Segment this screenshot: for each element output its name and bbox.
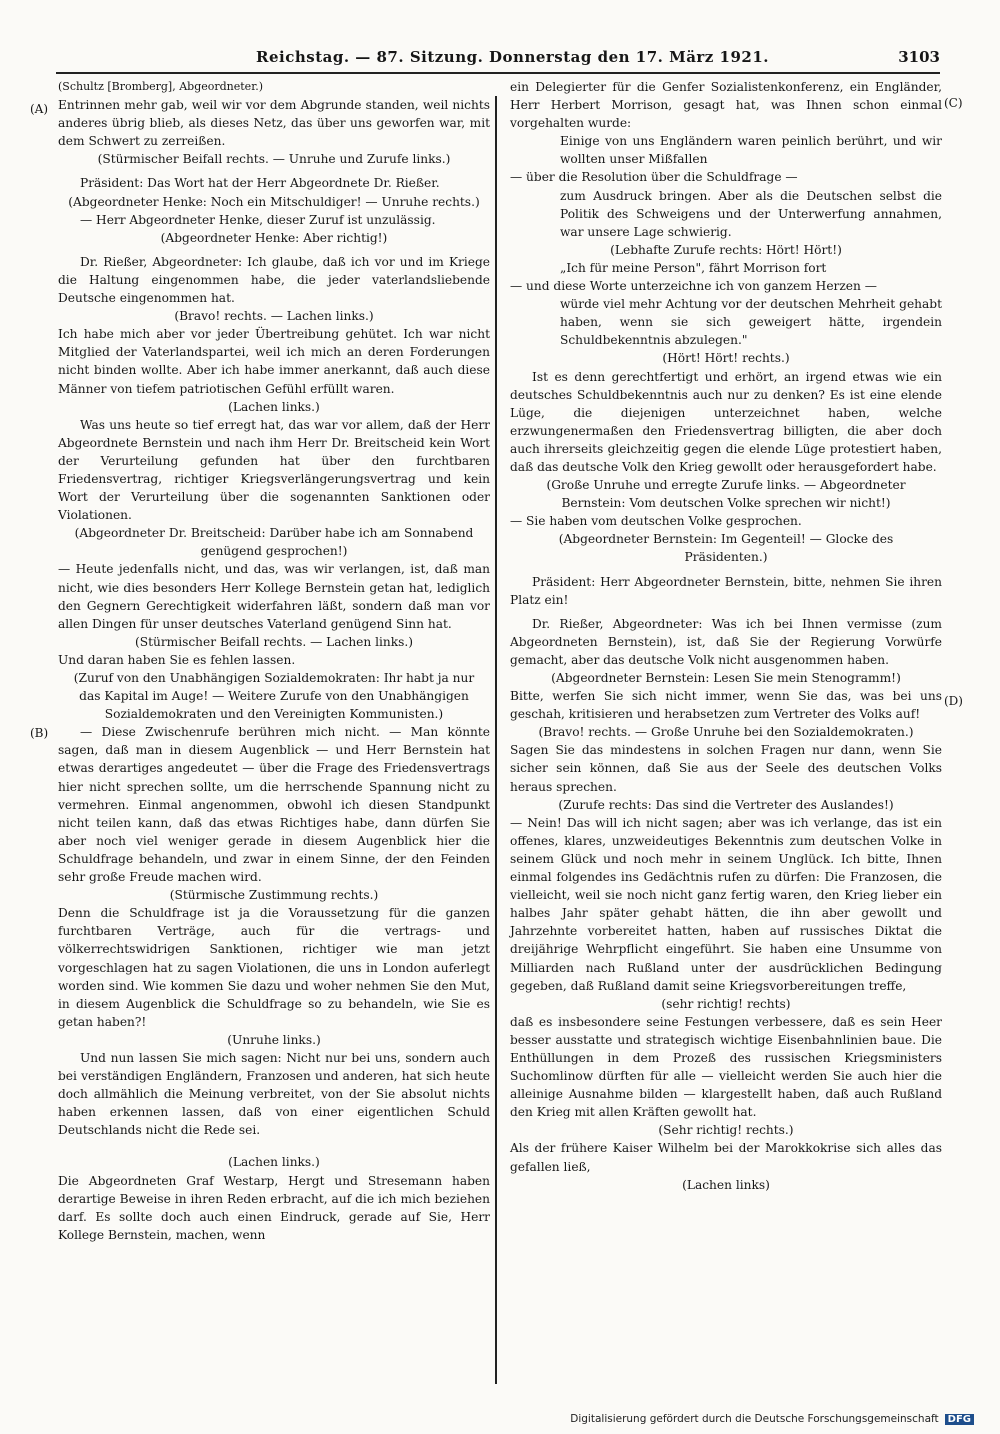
running-head: Reichstag. — 87. Sitzung. Donnerstag den 17. März 1921. bbox=[256, 48, 770, 66]
paragraph: Denn die Schuldfrage ist ja die Voraussetzung für die ganzen furchtbaren Verträge, auch für die vertrags- und völkerrechtswidrigen Sanktionen, richtiger wie man jetzt vorgeschlagen hat zu sagen Violationen, die uns in London auferlegt worden sind. Wie kommen Sie dazu und woher nehmen Sie den Mut, in diesem Augenblick die Schuldfrage so zu behandeln, wie Sie es getan haben?! bbox=[58, 906, 490, 1029]
paragraph: Ich habe mich aber vor jeder Übertreibung gehütet. Ich war nicht Mitglied der Vaterlandspartei, weil ich mich an deren Forderungen nicht binden wollte. Aber ich habe immer anerkannt, daß auch diese Männer von tiefem patriotischen Gefühl erfüllt waren. bbox=[58, 327, 490, 396]
remark: (Sehr richtig! rechts.) bbox=[658, 1123, 794, 1138]
remark: (Unruhe links.) bbox=[227, 1032, 321, 1047]
quotation: „Ich für meine Person", fährt Morrison fort bbox=[560, 260, 827, 275]
page-header bbox=[56, 44, 940, 70]
quotation: Einige von uns Engländern waren peinlich berührt, und wir wollten unser Mißfallen bbox=[560, 134, 942, 167]
paragraph: — Nein! Das will ich nicht sagen; aber was ich verlange, das ist ein offenes, klares, unzweideutiges Bekenntnis zum deutschen Volke in seinem Glück und noch mehr in seinem Unglück. Ich bitte, Ihnen einmal folgendes ins Gedächtnis rufen zu dürfen: Die Franzosen, die vielleicht, weil sie noch nicht ganz fertig waren, den Krieg lieber ein halbes Jahr später gehabt hätten, die ihn aber gewollt und Jahrzehnte vorbereitet hatten, haben auf russisches Diktat die dreijährige Wehrpflicht eingeführt. Sie haben eine Unsumme von Milliarden nach Rußland unter der ausdrücklichen Bedingung gegeben, daß Rußland damit seine Kriegsvorbereitungen treffe, bbox=[510, 815, 942, 993]
remark: (Abgeordneter Henke: Noch ein Mitschuldiger! — Unruhe rechts.) bbox=[68, 194, 480, 209]
paragraph: — Heute jedenfalls nicht, und das, was wir verlangen, ist, daß man nicht, wie dies besonders Herr Kollege Bernstein getan hat, lediglich den Gegnern Gerechtigkeit widerfahren läßt, sondern daß man vor allen Dingen für unser deutsches Vaterland genügend Sinn hat. bbox=[58, 562, 490, 631]
remark: (Abgeordneter Henke: Aber richtig!) bbox=[160, 230, 388, 245]
header-rule bbox=[56, 72, 940, 74]
left-column bbox=[58, 78, 490, 1244]
quotation: zum Ausdruck bringen. Aber als die Deutschen selbst die Politik des Schweigens und der Unterwerfung annahmen, war unsere Lage schwierig. bbox=[560, 188, 942, 239]
margin-mark-d: (D) bbox=[944, 694, 963, 708]
digitization-credit bbox=[570, 1413, 974, 1425]
paragraph: Entrinnen mehr gab, weil wir vor dem Abgrunde standen, weil nichts anderes übrig blieb, als dieses Netz, das über uns geworfen war, mit dem Schwert zu zerreißen. bbox=[58, 98, 490, 149]
paragraph: — und diese Worte unterzeichne ich von ganzem Herzen — bbox=[510, 279, 877, 294]
remark: (Lachen links) bbox=[682, 1177, 770, 1192]
paragraph: Die Abgeordneten Graf Westarp, Hergt und Stresemann haben derartige Beweise in ihren Reden erbracht, auf die ich mich beziehen darf. Es sollte doch auch einen Eindruck, gerade auf Sie, Herr Kollege Bernstein, machen, wenn bbox=[58, 1173, 490, 1242]
paragraph: Bitte, werfen Sie sich nicht immer, wenn Sie das, was bei uns geschah, kritisieren und herabsetzen zum Vertreter des Volks auf! bbox=[510, 689, 942, 722]
remark: (Zuruf von den Unabhängigen Sozialdemokraten: Ihr habt ja nur das Kapital im Auge! — Weitere Zurufe von den Unabhängigen Sozialdemokraten und den Vereinigten Kommunisten.) bbox=[73, 671, 475, 722]
margin-mark-c: (C) bbox=[944, 96, 963, 110]
remark: (Bravo! rechts. — Lachen links.) bbox=[174, 309, 374, 324]
paragraph: Was uns heute so tief erregt hat, das war vor allem, daß der Herr Abgeordnete Bernstein und nach ihm Herr Dr. Breitscheid kein Wort der Verurteilung gefunden hat über den furchtbaren Friedensvertrag, richtiger Kriegsverlängerungsvertrag und kein Wort der Verurteilung über die sogenannten Sanktionen oder Violationen. bbox=[58, 417, 490, 523]
speaker-paragraph: Präsident: Herr Abgeordneter Bernstein, bitte, nehmen Sie ihren Platz ein! bbox=[510, 574, 942, 607]
remark: (Lachen links.) bbox=[228, 1155, 320, 1170]
remark: (Lachen links.) bbox=[228, 399, 320, 414]
remark: (Hört! Hört! rechts.) bbox=[662, 351, 790, 366]
remark: (Abgeordneter Dr. Breitscheid: Darüber habe ich am Sonnabend genügend gesprochen!) bbox=[74, 526, 474, 559]
remark: (Zurufe rechts: Das sind die Vertreter des Auslandes!) bbox=[558, 797, 894, 812]
remark: (Abgeordneter Bernstein: Lesen Sie mein Stenogramm!) bbox=[551, 671, 901, 685]
remark: (sehr richtig! rechts) bbox=[661, 996, 791, 1011]
speaker-continuation: (Schultz [Bromberg], Abgeordneter.) bbox=[58, 80, 264, 93]
paragraph: daß es insbesondere seine Festungen verbessere, daß es sein Heer besser ausstatte und strategisch wichtige Eisenbahnlinien baue. Die Enthüllungen in dem Prozeß des russischen Kriegsministers Suchomlinow dürften für alle — vielleicht werden Sie auch hier die alleinige Ausnahme bilden — klargestellt haben, daß auch Rußland den Krieg mit allen Kräften gewollt hat. bbox=[510, 1014, 942, 1120]
paragraph: Und nun lassen Sie mich sagen: Nicht nur bei uns, sondern auch bei verständigen Engländern, Franzosen und anderen, hat sich heute doch allmählich die Meinung verbreitet, von der Sie absolut nichts haben erkennen lassen, daß von einer eigentlichen Schuld Deutschlands nicht die Rede sei. bbox=[58, 1050, 490, 1138]
remark: (Stürmische Zustimmung rechts.) bbox=[169, 888, 379, 903]
margin-mark-a: (A) bbox=[30, 102, 49, 116]
credit-text: Digitalisierung gefördert durch die Deutsche Forschungsgemeinschaft bbox=[570, 1413, 939, 1425]
speaker-paragraph: Dr. Rießer, Abgeordneter: Ich glaube, daß ich vor und im Kriege die Haltung eingenommen habe, die jeder vaterlandsliebende Deutsche eingenommen hat. bbox=[58, 254, 490, 306]
dfg-logo: DFG bbox=[945, 1414, 974, 1425]
paragraph: Ist es denn gerechtfertigt und erhört, an irgend etwas wie ein deutsches Schuldbekenntnis auch nur zu denken? Es ist eine elende Lüge, die diejenigen unterzeichnet haben, welche erzwungenermaßen den Friedensvertrag billigten, die aber doch auch ihrerseits gleichzeitig gegen die elende Lüge protestiert haben, daß das deutsche Volk den Krieg gewollt oder herausgefordert habe. bbox=[510, 369, 942, 474]
speaker-paragraph: Dr. Rießer, Abgeordneter: Was ich bei Ihnen vermisse (zum Abgeordneten Bernstein), ist, daß Sie der Regierung Vorwürfe gemacht, aber das deutsche Volk nicht ausgenommen haben. bbox=[510, 616, 942, 667]
paragraph: — Herr Abgeordneter Henke, dieser Zuruf ist unzulässig. bbox=[80, 212, 436, 227]
remark: (Stürmischer Beifall rechts. — Lachen links.) bbox=[134, 634, 414, 649]
paragraph: Und daran haben Sie es fehlen lassen. bbox=[58, 652, 296, 667]
column-separator bbox=[495, 96, 497, 1384]
quotation: würde viel mehr Achtung vor der deutschen Mehrheit gehabt haben, wenn sie sich geweigert hätte, irgendein Schuldbekenntnis abzulegen." bbox=[560, 297, 942, 348]
paragraph: Sagen Sie das mindestens in solchen Fragen nur dann, wenn Sie sicher sein können, daß Sie aus der Seele des deutschen Volks heraus sprechen. bbox=[510, 743, 942, 794]
right-column bbox=[510, 78, 942, 1194]
remark: (Stürmischer Beifall rechts. — Unruhe und Zurufe links.) bbox=[97, 152, 451, 167]
page-number: 3103 bbox=[898, 48, 940, 66]
remark: (Bravo! rechts. — Große Unruhe bei den Sozialdemokraten.) bbox=[538, 725, 914, 740]
paragraph: — Diese Zwischenrufe berühren mich nicht. — Man könnte sagen, daß man in diesem Augenblick — und Herr Bernstein hat etwas derartiges angedeutet — über die Frage des Friedensvertrags hier nicht sprechen sollte, um die herrschende Spannung nicht zu vermehren. Einmal angenommen, obwohl ich diesen Standpunkt nicht teilen kann, daß das etwas Richtiges habe, dann dürfen Sie aber noch viel weniger gerade in diesem Augenblick hier die Schuldfrage behandeln, und zwar in einem Sinne, der den Feinden sehr große Freude machen wird. bbox=[58, 725, 490, 885]
paragraph: — über die Resolution über die Schuldfrage — bbox=[510, 170, 798, 185]
remark: (Große Unruhe und erregte Zurufe links. — Abgeordneter Bernstein: Vom deutschen Volke sprechen wir nicht!) bbox=[546, 478, 906, 511]
speaker-paragraph: Präsident: Das Wort hat der Herr Abgeordnete Dr. Rießer. bbox=[80, 176, 440, 191]
paragraph: Als der frühere Kaiser Wilhelm bei der Marokkokrise sich alles das gefallen ließ, bbox=[510, 1141, 942, 1174]
paragraph: — Sie haben vom deutschen Volke gesprochen. bbox=[510, 514, 802, 529]
paragraph: ein Delegierter für die Genfer Sozialistenkonferenz, ein Engländer, Herr Herbert Morrison, gesagt hat, was Ihnen schon einmal vorgehalten wurde: bbox=[510, 80, 942, 131]
margin-mark-b: (B) bbox=[30, 726, 49, 740]
remark: (Lebhafte Zurufe rechts: Hört! Hört!) bbox=[610, 242, 842, 257]
remark: (Abgeordneter Bernstein: Im Gegenteil! — Glocke des Präsidenten.) bbox=[558, 532, 894, 565]
